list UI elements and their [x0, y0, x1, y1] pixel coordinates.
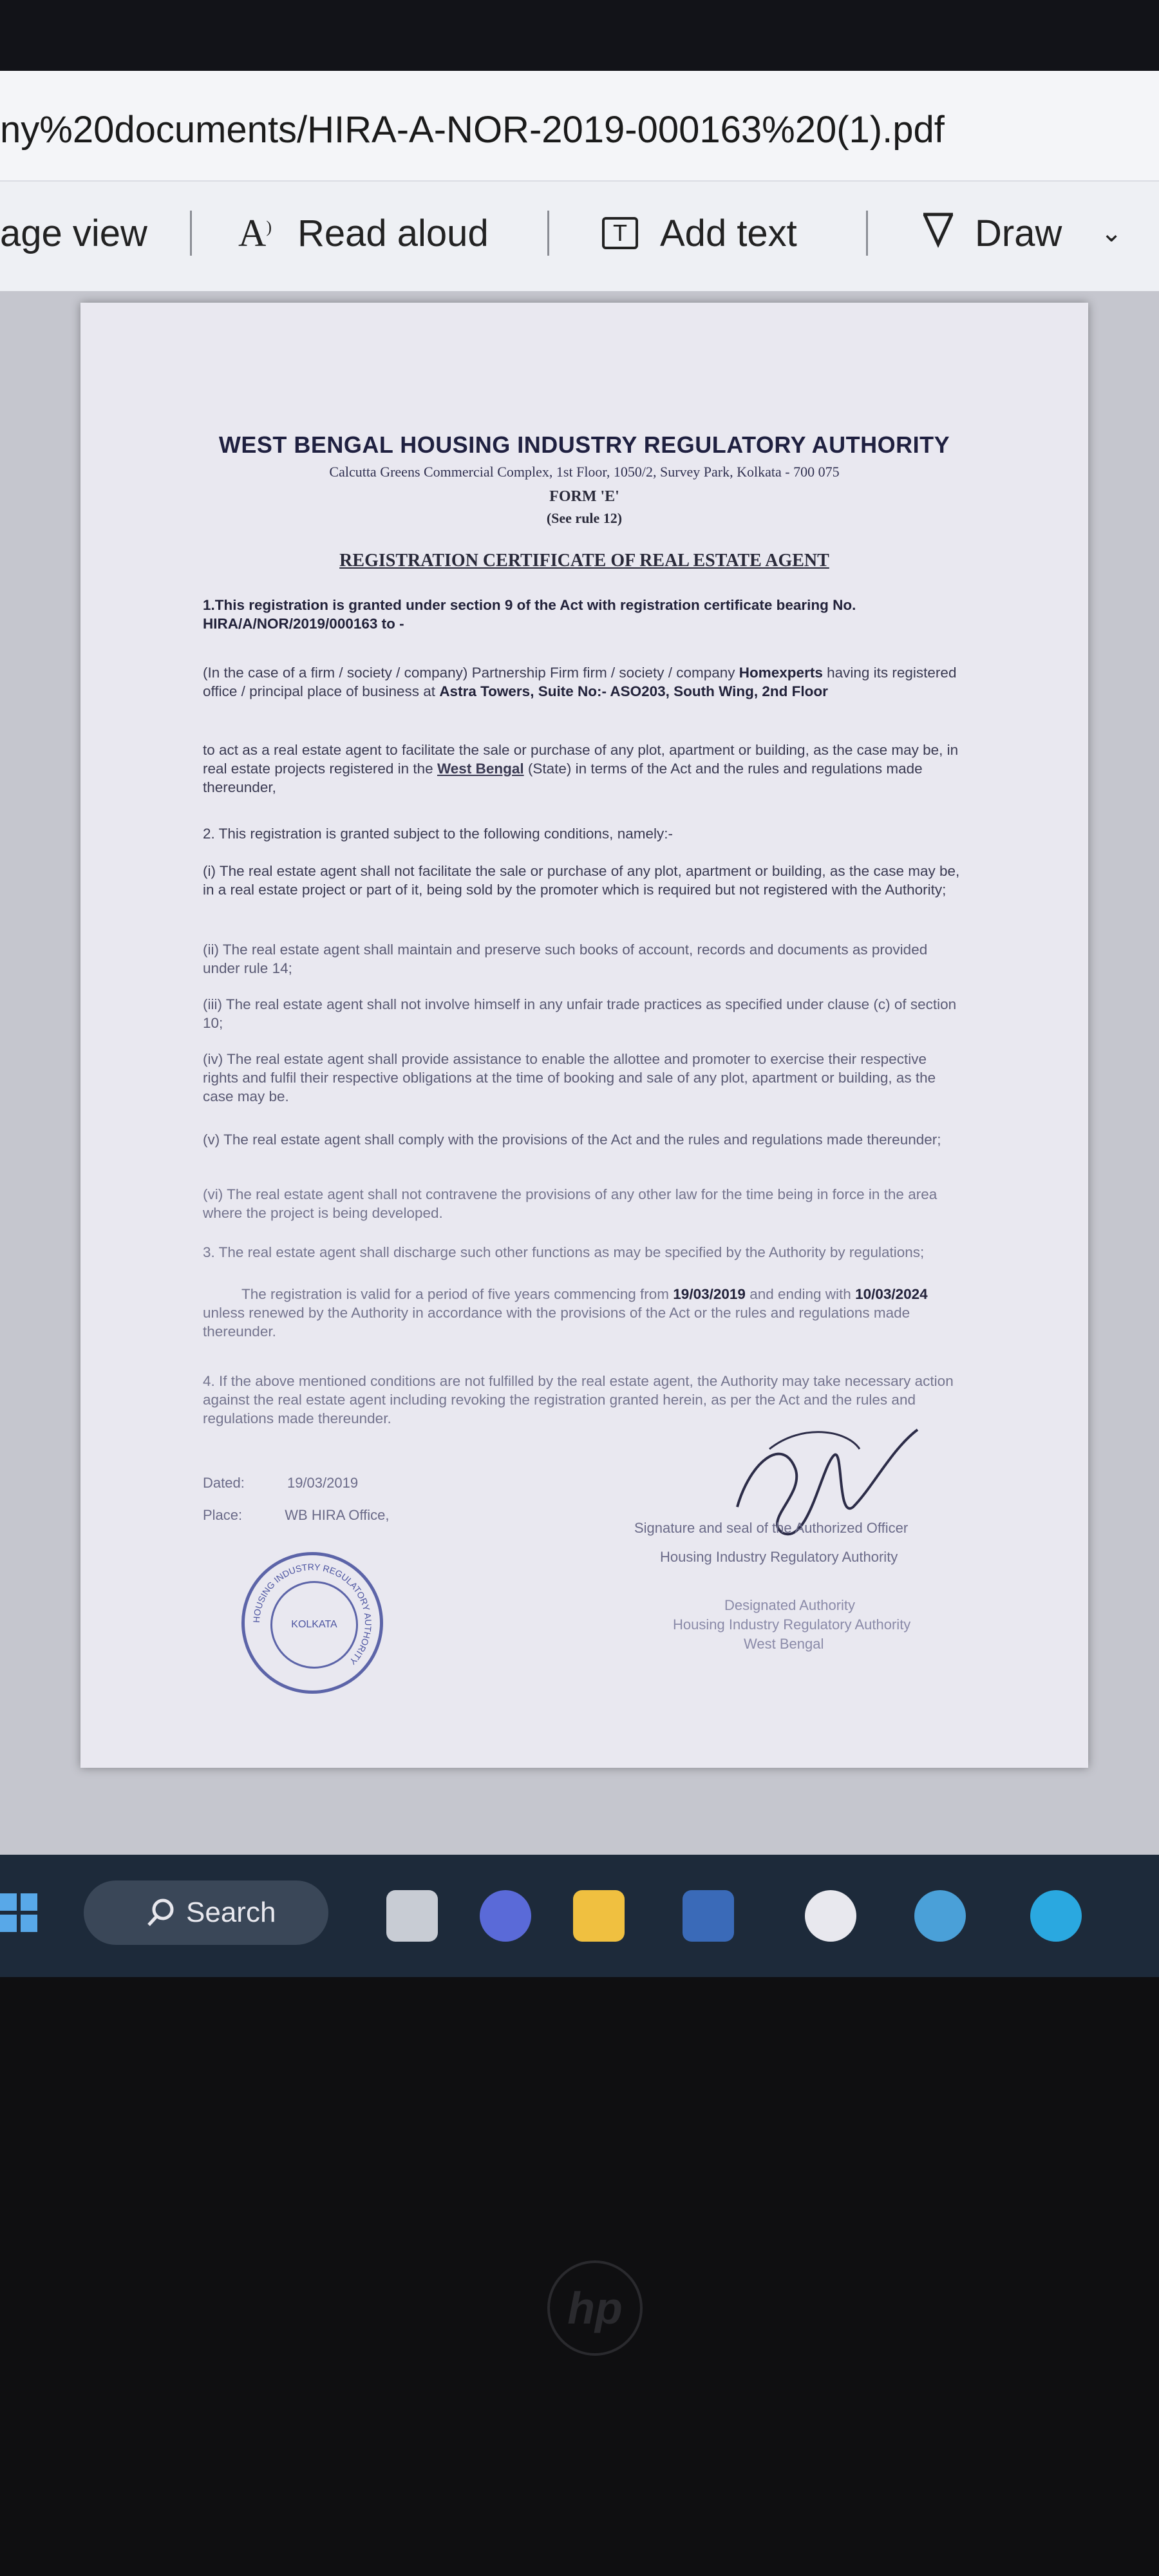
signature-organization: Housing Industry Regulatory Authority: [660, 1549, 898, 1565]
search-icon: [145, 1897, 177, 1929]
windows-start-icon[interactable]: [0, 1893, 39, 1932]
read-aloud-label: Read aloud: [297, 212, 489, 254]
draw-label: Draw: [975, 212, 1062, 254]
paragraph-registration: [203, 596, 963, 633]
state-name: West Bengal: [437, 761, 524, 777]
pdf-toolbar: [0, 182, 1159, 292]
place-label: Place:: [203, 1507, 243, 1523]
store-icon[interactable]: [683, 1890, 734, 1942]
official-seal: [241, 1552, 383, 1694]
condition-4: (iv) The real estate agent shall provide assistance to enable the allottee and promoter to exercise their respective rights and fulfil their respective obligations at the time of booking and sale of any plot, apartment or building, as the case may be.: [203, 1051, 936, 1104]
condition-6: (vi) The real estate agent shall not contravene the provisions of any other law for the time being in force in the area where the project is being developed.: [203, 1186, 938, 1221]
dated-value: 19/03/2019: [287, 1475, 359, 1491]
form-label: FORM 'E': [549, 488, 619, 505]
designated-state: West Bengal: [744, 1636, 824, 1652]
authority-address: Calcutta Greens Commercial Complex, 1st Floor, 1050/2, Survey Park, Kolkata - 700 075: [329, 464, 840, 480]
registration-text: 1.This registration is granted under section 9 of the Act with registration certificate bearing No.: [203, 597, 856, 613]
certificate-title: REGISTRATION CERTIFICATE OF REAL ESTATE AGENT: [339, 551, 829, 571]
add-text-icon: T: [602, 217, 638, 249]
firm-office-text: having its registered office / principal place of business at: [203, 665, 957, 699]
hp-logo: hp: [547, 2260, 643, 2356]
validity-end-date: 10/03/2024: [855, 1286, 928, 1302]
add-text-label: Add text: [660, 212, 797, 254]
validity-text-mid: and ending with: [749, 1286, 851, 1302]
seal-center: KOLKATA: [270, 1581, 358, 1669]
scope-text-end: (State) in terms of the Act and the rules and regulations made thereunder,: [203, 761, 923, 795]
svg-text:HOUSING INDUSTRY REGULATORY AU: HOUSING INDUSTRY REGULATORY AUTHORITY: [250, 1561, 374, 1667]
address-bar[interactable]: [0, 71, 1159, 182]
paragraph-conditions-intro: 2. This registration is granted subject to the following conditions, namely:-: [203, 826, 673, 842]
page-view-button[interactable]: [0, 207, 147, 259]
paragraph-functions: 3. The real estate agent shall discharge such other functions as may be specified by the Authority by regulations;: [203, 1244, 925, 1260]
screen-top-edge: [0, 0, 1159, 71]
firm-text: (In the case of a firm / society / company) Partnership Firm firm / society / company: [203, 665, 735, 681]
designated-org: Housing Industry Regulatory Authority: [673, 1616, 911, 1633]
app-icon[interactable]: [805, 1890, 856, 1942]
dated-label: Dated:: [203, 1475, 245, 1491]
chevron-down-icon[interactable]: ⌄: [1100, 219, 1122, 247]
file-explorer-icon[interactable]: [573, 1890, 625, 1942]
condition-1: (i) The real estate agent shall not facilitate the sale or purchase of any plot, apartment or building, as the case may be, in a real estate project or part of it, being sold by the promoter which is required but not registered with the Authority;: [203, 863, 960, 898]
rule-reference: (See rule 12): [546, 510, 623, 526]
scope-text: to act as a real estate agent to facilitate the sale or purchase of any plot, apartment or building, as the case may be, in real estate projects registered in the: [203, 742, 959, 777]
read-aloud-button[interactable]: [238, 207, 489, 259]
task-view-icon[interactable]: [386, 1890, 438, 1942]
designated-authority: Designated Authority: [724, 1597, 856, 1613]
chat-icon[interactable]: [480, 1890, 531, 1942]
toolbar-divider: [190, 211, 192, 256]
validity-text: The registration is valid for a period of five years commencing from: [241, 1286, 670, 1302]
help-icon[interactable]: [914, 1890, 966, 1942]
signature-caption: Signature and seal of the Authorized Officer: [634, 1520, 909, 1536]
firm-name: Homexperts: [739, 665, 823, 681]
validity-text-end: unless renewed by the Authority in accordance with the provisions of the Act or the rules and regulations made thereunder.: [203, 1305, 910, 1340]
pdf-page: [80, 303, 1088, 1768]
paragraph-scope: [203, 741, 963, 797]
firm-address: Astra Towers, Suite No:- ASO203, South Wing, 2nd Floor: [439, 683, 828, 699]
validity-start-date: 19/03/2019: [673, 1286, 746, 1302]
authority-title: WEST BENGAL HOUSING INDUSTRY REGULATORY AUTHORITY: [218, 431, 950, 458]
page-view-label: age view: [0, 212, 147, 254]
read-aloud-icon: A): [238, 211, 272, 254]
paragraph-validity: [203, 1285, 963, 1341]
taskbar-search[interactable]: [84, 1880, 328, 1945]
place-value: WB HIRA Office,: [285, 1507, 390, 1523]
draw-button[interactable]: [921, 207, 1122, 259]
add-text-button[interactable]: [602, 207, 797, 259]
laptop-bezel: [0, 1977, 1159, 2576]
search-label: Search: [186, 1897, 276, 1928]
draw-icon: [921, 209, 956, 257]
toolbar-divider: [547, 211, 549, 256]
condition-2: (ii) The real estate agent shall maintain and preserve such books of account, records and documents as provided under rule 14;: [203, 942, 928, 976]
taskbar: [0, 1855, 1159, 1977]
dated-row: [203, 1475, 358, 1492]
edge-browser-icon[interactable]: [1030, 1890, 1082, 1942]
toolbar-divider: [866, 211, 868, 256]
paragraph-revocation: 4. If the above mentioned conditions are not fulfilled by the real estate agent, the Authority may take necessary action against the real estate agent including revoking the registration granted herein, as per the Act and the rules and regulations made thereunder.: [203, 1373, 954, 1426]
registration-number: HIRA/A/NOR/2019/000163 to -: [203, 616, 404, 632]
paragraph-firm: [203, 663, 963, 701]
condition-5: (v) The real estate agent shall comply with the provisions of the Act and the rules and regulations made thereunder;: [203, 1132, 941, 1148]
condition-3: (iii) The real estate agent shall not involve himself in any unfair trade practices as specified under clause (c) of section 10;: [203, 996, 957, 1031]
url-text[interactable]: ny%20documents/HIRA-A-NOR-2019-000163%20(1).pdf: [0, 109, 945, 151]
place-row: [203, 1507, 389, 1524]
